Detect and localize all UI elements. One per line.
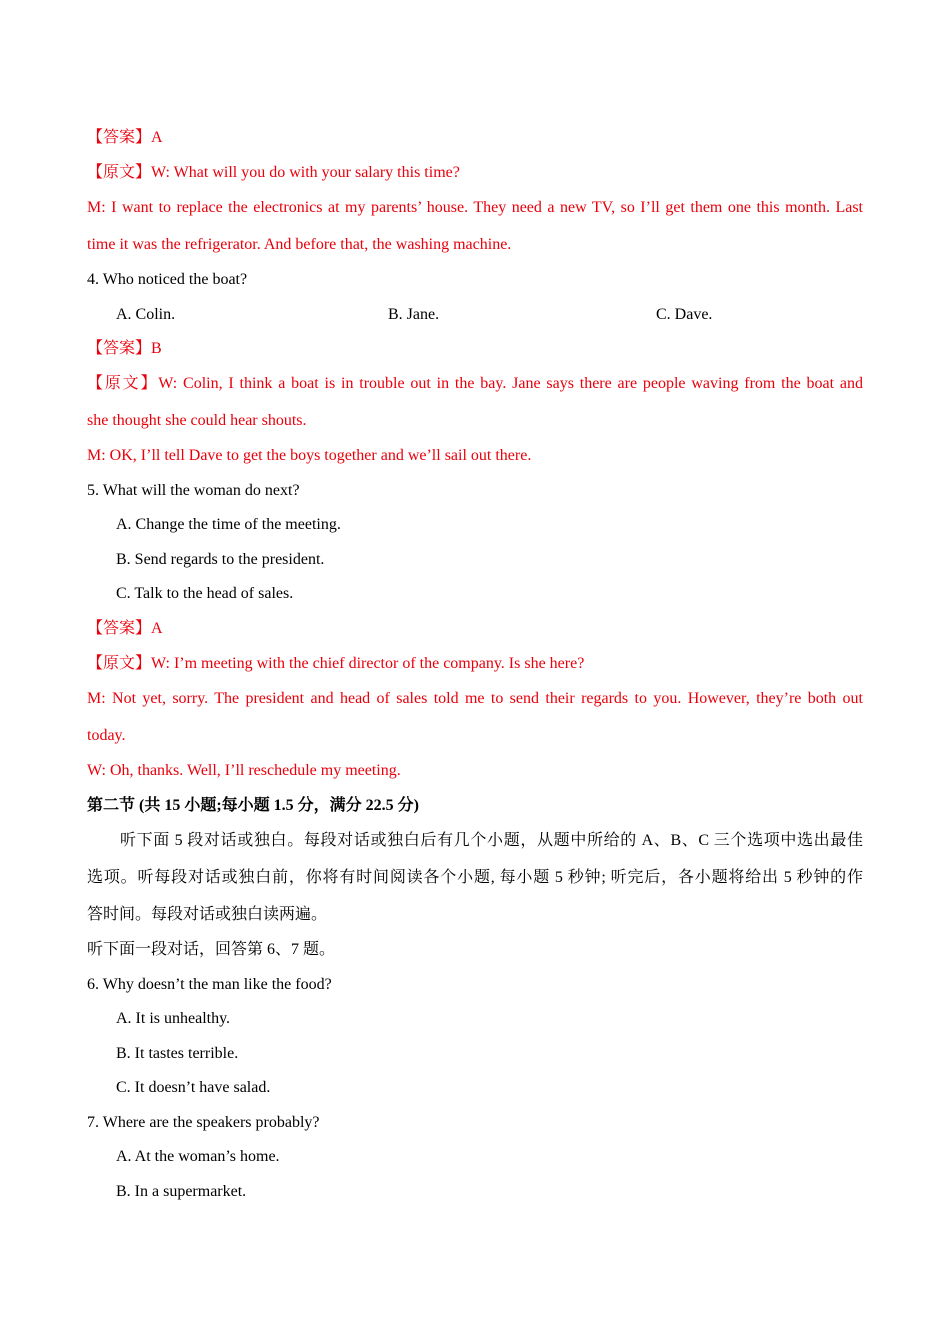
q4-question: 4. Who noticed the boat? — [87, 271, 248, 288]
section2-instructions-line-1: 听下面 5 段对话或独白。每段对话或独白后有几个小题，从题中所给的 A、B、C 三个选项中选出最佳 — [120, 832, 863, 849]
q4-option-b: B. Jane. — [388, 306, 440, 323]
dialogue-intro: 听下面一段对话，回答第 6、7 题。 — [87, 941, 336, 958]
q5-transcript-line-4: W: Oh, thanks. Well, I’ll reschedule my meeting. — [87, 762, 401, 779]
q7-option-a: A. At the woman’s home. — [116, 1148, 280, 1165]
q5-option-b: B. Send regards to the president. — [116, 551, 325, 568]
q5-answer: 【答案】A — [87, 620, 163, 637]
q3-transcript-line-2: M: I want to replace the electronics at my parents’ house. They need a new TV, so I’ll get them one this month. Last — [87, 199, 863, 216]
q4-option-a: A. Colin. — [116, 306, 176, 323]
q5-option-c: C. Talk to the head of sales. — [116, 585, 294, 602]
q4-option-c: C. Dave. — [656, 306, 713, 323]
q7-option-b: B. In a supermarket. — [116, 1183, 247, 1200]
q6-option-a: A. It is unhealthy. — [116, 1010, 231, 1027]
q7-question: 7. Where are the speakers probably? — [87, 1114, 320, 1131]
section2-instructions-line-2: 选项。听每段对话或独白前，你将有时间阅读各个小题, 每小题 5 秒钟; 听完后，各小题将给出 5 秒钟的作 — [87, 869, 863, 886]
q5-option-a: A. Change the time of the meeting. — [116, 516, 341, 533]
q3-transcript-line-1: 【原文】W: What will you do with your salary this time? — [87, 164, 460, 181]
q4-transcript-line-2: she thought she could hear shouts. — [87, 412, 307, 429]
q6-option-b: B. It tastes terrible. — [116, 1045, 239, 1062]
q4-transcript-line-3: M: OK, I’ll tell Dave to get the boys together and we’ll sail out there. — [87, 447, 532, 464]
q4-transcript-line-1: 【原文】W: Colin, I think a boat is in trouble out in the bay. Jane says there are people waving from the boat and — [87, 375, 863, 392]
section2-instructions-line-3: 答时间。每段对话或独白读两遍。 — [87, 906, 328, 923]
q3-transcript-line-3: time it was the refrigerator. And before that, the washing machine. — [87, 236, 512, 253]
q3-answer: 【答案】A — [87, 129, 163, 146]
q6-option-c: C. It doesn’t have salad. — [116, 1079, 271, 1096]
q5-transcript-line-2: M: Not yet, sorry. The president and head of sales told me to send their regards to you. However, they’re both out — [87, 690, 863, 707]
q5-question: 5. What will the woman do next? — [87, 482, 300, 499]
q4-answer: 【答案】B — [87, 340, 162, 357]
q6-question: 6. Why doesn’t the man like the food? — [87, 976, 332, 993]
q5-transcript-line-1: 【原文】W: I’m meeting with the chief director of the company. Is she here? — [87, 655, 585, 672]
section2-heading: 第二节 (共 15 小题;每小题 1.5 分，满分 22.5 分) — [87, 797, 419, 814]
q5-transcript-line-3: today. — [87, 727, 126, 744]
